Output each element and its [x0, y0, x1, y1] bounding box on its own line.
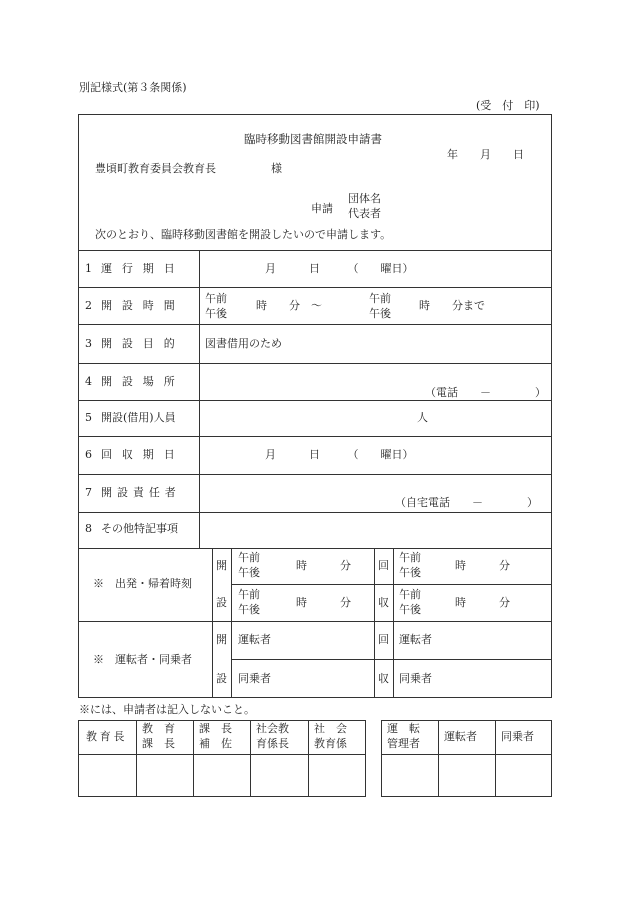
open-ampm-2: 午前 午後 — [238, 588, 260, 616]
applicant-label: 申請 — [311, 202, 333, 215]
note: ※には、申請者は記入しないこと。 — [79, 703, 255, 716]
depart-collect-top: 回 — [378, 559, 389, 572]
row4-label: 開設場所 — [101, 375, 185, 388]
collect-ampm-2: 午前 午後 — [399, 588, 421, 616]
open-time-2: 時 分 — [296, 596, 351, 609]
row5-number: 5 — [85, 411, 92, 424]
row2-ampm-start: 午前 午後 — [205, 292, 227, 320]
approval-social-ed-staff: 社 会 教育係 — [314, 722, 347, 750]
row6-label: 回収期日 — [101, 448, 185, 461]
collect-time-1: 時 分 — [455, 559, 510, 572]
row6-number: 6 — [85, 448, 92, 461]
open-driver-field: 運転者 — [238, 633, 271, 646]
row3-number: 3 — [85, 337, 92, 350]
collect-passenger-field: 同乗者 — [399, 672, 432, 685]
row4-number: 4 — [85, 375, 92, 388]
driver-collect-top: 回 — [378, 633, 389, 646]
row1-number: 1 — [85, 262, 92, 275]
depart-open-top: 開 — [216, 559, 227, 572]
intro-text: 次のとおり、臨時移動図書館を開設したいので申請します。 — [95, 228, 392, 241]
recipient: 豊頃町教育委員会教育長 — [95, 162, 216, 175]
row4-phone: （電話 － ） — [425, 386, 546, 399]
reception-stamp-label: (受 付 印) — [476, 99, 540, 112]
row1-label: 運行期日 — [101, 262, 185, 275]
form-title: 臨時移動図書館開設申請書 — [244, 132, 382, 146]
driver-open-top: 開 — [216, 633, 227, 646]
depart-collect-bottom: 収 — [378, 596, 389, 609]
open-ampm-1: 午前 午後 — [238, 551, 260, 579]
driver-open-bottom: 設 — [216, 672, 227, 685]
row6-value: 月 日 （ 曜日） — [265, 448, 414, 461]
depart-return-label: ※ 出発・帰着時刻 — [93, 577, 192, 590]
form-reference: 別記様式(第３条関係) — [79, 81, 187, 94]
row3-label: 開設目的 — [101, 337, 185, 350]
open-passenger-field: 同乗者 — [238, 672, 271, 685]
approval-passenger: 同乗者 — [501, 730, 534, 743]
row2-label: 開設時間 — [101, 299, 185, 312]
row2-ampm-end: 午前 午後 — [369, 292, 391, 320]
honorific: 様 — [271, 162, 282, 175]
collect-driver-field: 運転者 — [399, 633, 432, 646]
date-line: 年 月 日 — [447, 148, 524, 161]
row2-time-end: 時 分まで — [419, 299, 485, 312]
row3-value: 図書借用のため — [205, 337, 282, 350]
open-time-1: 時 分 — [296, 559, 351, 572]
approval-deputy-chief: 課 長 補 佐 — [199, 722, 232, 750]
row7-phone: （自宅電話 － ） — [395, 496, 538, 509]
approval-superintendent: 教育長 — [86, 730, 128, 743]
row8-label: その他特記事項 — [101, 522, 178, 535]
row2-time-start: 時 分 ～ — [256, 299, 322, 312]
collect-time-2: 時 分 — [455, 596, 510, 609]
approval-education-chief: 教 育 課 長 — [142, 722, 175, 750]
approval-social-ed-head: 社会教 育係長 — [256, 722, 289, 750]
row5-label: 開設(借用)人員 — [101, 411, 176, 424]
row5-value: 人 — [417, 411, 428, 424]
row2-number: 2 — [85, 299, 92, 312]
depart-open-bottom: 設 — [216, 596, 227, 609]
representative-label: 代表者 — [348, 207, 381, 220]
row7-label: 開設責任者 — [101, 486, 181, 499]
row7-number: 7 — [85, 486, 92, 499]
collect-ampm-1: 午前 午後 — [399, 551, 421, 579]
row8-number: 8 — [85, 522, 92, 535]
driver-collect-bottom: 収 — [378, 672, 389, 685]
driver-passenger-label: ※ 運転者・同乗者 — [93, 653, 192, 666]
row1-value: 月 日 （ 曜日） — [265, 262, 414, 275]
org-name-label: 団体名 — [348, 192, 381, 205]
approval-driving-manager: 運 転 管理者 — [387, 722, 420, 750]
approval-driver: 運転者 — [444, 730, 477, 743]
